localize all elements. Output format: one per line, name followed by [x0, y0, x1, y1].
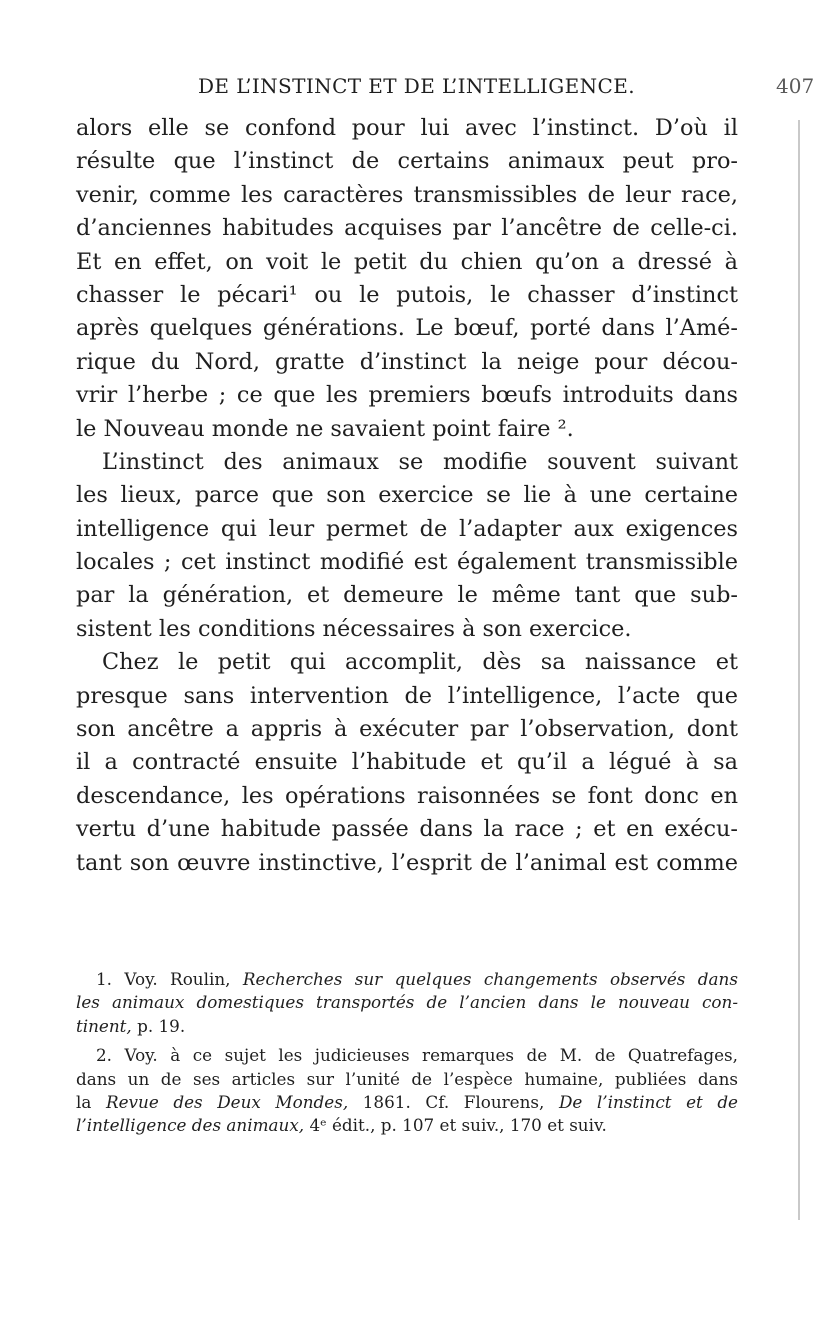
text-line: Chez le petit qui accomplit, dès sa naissance et [102, 649, 738, 676]
text-line: venir, comme les caractères transmissibles de leur race, [76, 181, 738, 208]
footnote-2-text: 4ᵉ édit., p. 107 et suiv., 170 et suiv. [309, 1115, 607, 1136]
text-line: le Nouveau monde ne savaient point faire ². [76, 415, 574, 442]
text-line: après quelques générations. Le bœuf, porté dans l’Amé- [76, 315, 738, 342]
text-line: résulte que l’instinct de certains animaux peut pro- [76, 148, 738, 175]
text-line: vrir l’herbe ; ce que les premiers bœufs introduits dans [76, 382, 738, 409]
page-edge-shadow [798, 120, 800, 1220]
text-line: par la génération, et demeure le même tant que sub- [76, 582, 738, 609]
text-line: sistent les conditions nécessaires à son exercice. [76, 615, 632, 642]
text-line: les lieux, parce que son exercice se lie à une certaine [76, 482, 738, 509]
page-number: 407 [776, 74, 814, 98]
footnote-2-line [76, 1114, 738, 1137]
footnote-2-line: dans un de ses articles sur l’unité de l’espèce humaine, publiées dans [76, 1068, 738, 1089]
footnote-1-line [76, 991, 738, 1014]
footnote-1-title: les animaux domestiques transportés de l’ancien dans le nouveau con- [76, 992, 738, 1013]
running-title: DE L’INSTINCT ET DE L’INTELLIGENCE. [198, 74, 635, 98]
footnote-2-line: 2. Voy. à ce sujet les judicieuses remarques de M. de Quatrefages, [96, 1045, 738, 1066]
text-line: L’instinct des animaux se modifie souvent suivant [102, 448, 738, 475]
text-line: Et en effet, on voit le petit du chien qu’on a dressé à [76, 248, 738, 275]
text-line: vertu d’une habitude passée dans la race ; et en exécu- [76, 816, 738, 843]
text-line: d’anciennes habitudes acquises par l’ancêtre de celle-ci. [76, 215, 738, 242]
footnote-1-title: Recherches sur quelques changements observés dans [242, 969, 738, 989]
footnote-1-line [76, 1015, 738, 1038]
footnotes [76, 968, 738, 1138]
text-line: intelligence qui leur permet de l’adapter aux exigences [76, 515, 738, 542]
text-line: son ancêtre a appris à exécuter par l’observation, dont [76, 716, 738, 743]
footnote-1-title: tinent, [76, 1015, 132, 1036]
footnote-1-lead: 1. Voy. Roulin, [96, 969, 231, 989]
text-line: chasser le pécari¹ ou le putois, le chasser d’instinct [76, 281, 738, 308]
footnote-2-text: 1861. Cf. Flourens, [362, 1091, 545, 1112]
footnote-2-text: la [76, 1091, 92, 1112]
body-text [76, 112, 738, 880]
text-line: rique du Nord, gratte d’instinct la neige pour décou- [76, 348, 738, 375]
footnote-2-title: l’intelligence des animaux, [76, 1115, 305, 1136]
text-line: locales ; cet instinct modifié est également transmissible [76, 549, 738, 576]
footnote-2-journal: Revue des Deux Mondes, [105, 1091, 349, 1112]
text-line: il a contracté ensuite l’habitude et qu’il a légué à sa [76, 749, 738, 776]
footnote-1-line [76, 968, 738, 991]
text-line: tant son œuvre instinctive, l’esprit de l’animal est comme [76, 849, 738, 876]
footnote-2-line [76, 1091, 738, 1114]
footnote-2-title: De l’instinct et de [558, 1091, 738, 1112]
footnote-1-page-ref: p. 19. [137, 1015, 186, 1036]
text-line: descendance, les opérations raisonnées se font donc en [76, 782, 738, 809]
text-line: alors elle se confond pour lui avec l’instinct. D’où il [76, 115, 738, 141]
text-line: presque sans intervention de l’intelligence, l’acte que [76, 682, 738, 709]
running-head [198, 74, 814, 108]
